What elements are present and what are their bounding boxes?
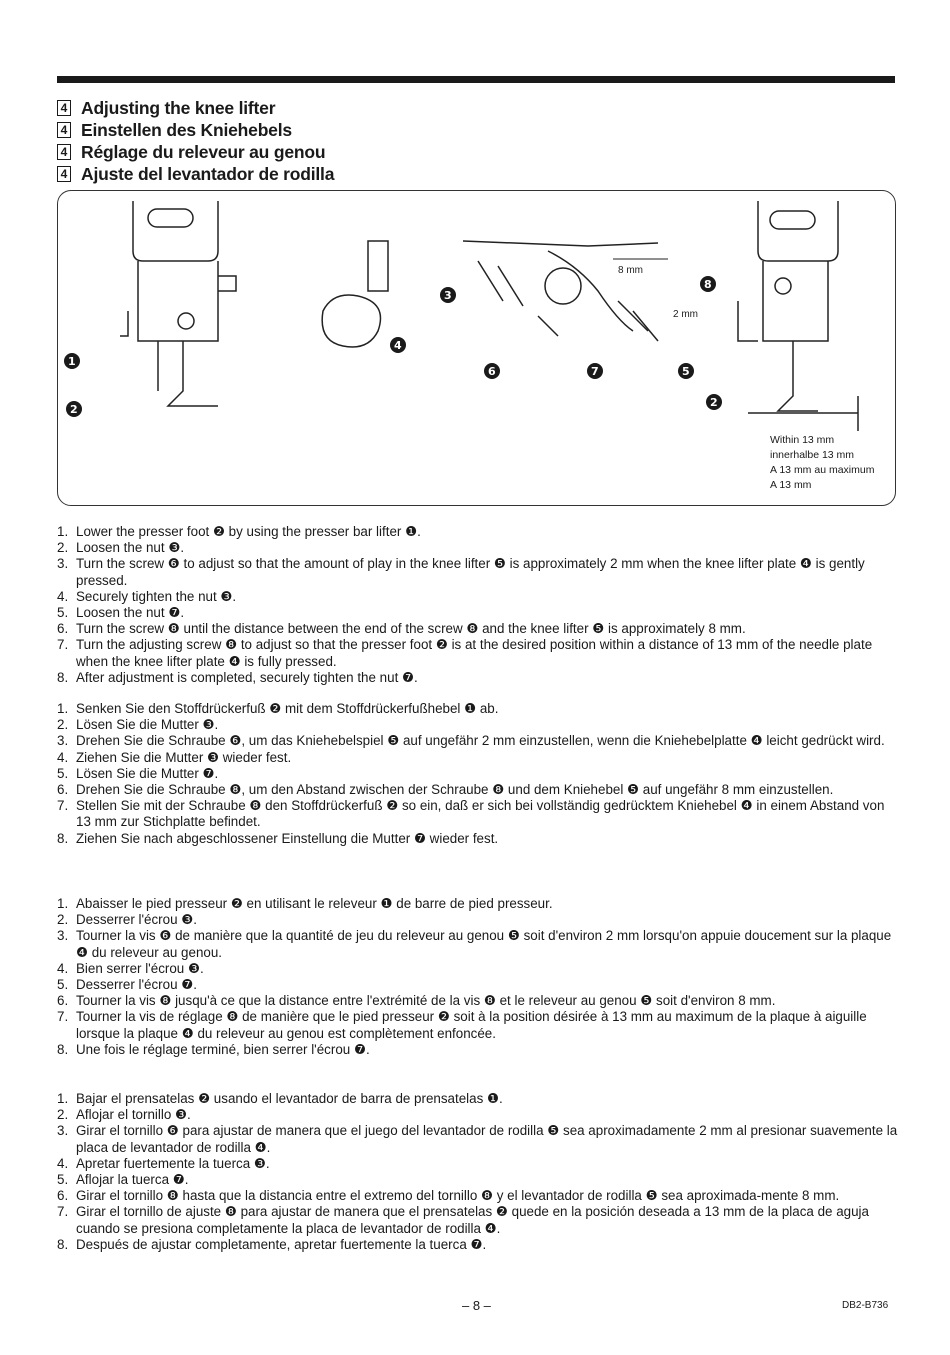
section-number-box: 4 <box>57 100 71 116</box>
list-item: 2. Loosen the nut ❸. <box>57 540 185 556</box>
list-item: 5. Aflojar la tuerca ❼. <box>57 1172 189 1188</box>
top-rule <box>57 76 895 83</box>
callout-6 <box>484 363 500 379</box>
list-item: 5. Lösen Sie die Mutter ❼. <box>57 765 219 781</box>
knee-lifter-mechanism <box>322 241 658 347</box>
list-item: 6. Drehen Sie die Schraube ❽, um den Abstand zwischen der Schraube ❽ und dem Kniehebel ❺ auf ungefähr 8 mm einzustellen. <box>57 782 834 798</box>
svg-text:3: 3 <box>444 289 452 302</box>
knee-lifter-illustration <box>57 190 896 506</box>
distance-note-de: innerhalbe 13 mm <box>770 449 855 461</box>
callout-3 <box>440 287 456 303</box>
callout-5 <box>678 363 694 379</box>
list-item: 8. Une fois le réglage terminé, bien serrer l'écrou ❼. <box>57 1041 370 1057</box>
section-number-box: 4 <box>57 166 71 182</box>
list-item: 4. Securely tighten the nut ❸. <box>57 588 237 604</box>
svg-text:4: 4 <box>394 339 402 352</box>
list-item: 7. Girar el tornillo de ajuste ❽ para ajustar de manera que el prensatelas ❷ quede en la posición deseada a 13 mm de la placa de aguja cuando se presiona completamente la placa de levantador de rodilla ❹. <box>57 1204 869 1236</box>
instructions-spanish <box>57 1091 902 1253</box>
label-8mm: 8 mm <box>618 265 643 276</box>
heading-text: Ajuste del levantador de rodilla <box>81 163 335 184</box>
list-item: 7. Turn the adjusting screw ❽ to adjust so that the presser foot ❷ is at the desired position within a distance of 13 mm of the needle plate when the knee lifter plate ❹ is fully pressed. <box>57 637 873 669</box>
heading-text: Einstellen des Kniehebels <box>81 119 292 140</box>
list-item: 6. Girar el tornillo ❽ hasta que la distancia entre el extremo del tornillo ❽ y el levantador de rodilla ❺ sea aproximada-mente 8 mm. <box>57 1188 840 1204</box>
instructions-german <box>57 701 902 847</box>
list-item: 3. Drehen Sie die Schraube ❻, um das Kniehebelspiel ❺ auf ungefähr 2 mm einzustellen, wenn die Kniehebelplatte ❹ leicht gedrückt wird. <box>57 733 885 749</box>
instructions-english <box>57 524 902 686</box>
list-item: 7. Tourner la vis de réglage ❽ de manière que le pied presseur ❷ soit à la position désirée à 13 mm au maximum de la plaque à aiguille lorsque la plaque ❹ du releveur au genou est complètement enfoncée. <box>57 1009 867 1041</box>
list-item: 7. Stellen Sie mit der Schraube ❽ den Stoffdrückerfuß ❷ so ein, daß er sich bei vollständig gedrücktem Kniehebel ❹ in einem Abstand von 13 mm zur Stichplatte befindet. <box>57 798 885 830</box>
heading-text: Réglage du releveur au genou <box>81 141 326 162</box>
list-item: 8. Ziehen Sie nach abgeschlossener Einstellung die Mutter ❼ wieder fest. <box>57 830 499 846</box>
document-code: DB2-B736 <box>842 1300 889 1311</box>
list-item: 2. Lösen Sie die Mutter ❸. <box>57 717 219 733</box>
svg-text:7: 7 <box>591 365 599 378</box>
svg-text:8: 8 <box>704 278 712 291</box>
distance-note-fr: A 13 mm au maximum <box>770 464 875 476</box>
list-item: 1. Bajar el prensatelas ❷ usando el levantador de barra de prensatelas ❶. <box>57 1091 503 1106</box>
list-item: 1. Senken Sie den Stoffdrückerfuß ❷ mit dem Stoffdrückerfußhebel ❶ ab. <box>57 701 499 716</box>
list-item: 1. Lower the presser foot ❷ by using the presser bar lifter ❶. <box>57 524 421 539</box>
heading-fr <box>57 141 334 163</box>
svg-text:2: 2 <box>70 403 78 416</box>
svg-text:6: 6 <box>488 365 496 378</box>
label-2mm: 2 mm <box>673 309 698 320</box>
list-item: 3. Turn the screw ❻ to adjust so that the amount of play in the knee lifter ❺ is approximately 2 mm when the knee lifter plate ❹ is gently pressed. <box>57 556 865 588</box>
list-item: 3. Tourner la vis ❻ de manière que la quantité de jeu du releveur au genou ❺ soit d'environ 2 mm lorsqu'on appuie doucement sur la plaque ❹ du releveur au genou. <box>57 928 892 960</box>
list-item: 4. Apretar fuertemente la tuerca ❸. <box>57 1155 270 1171</box>
section-number-box: 4 <box>57 122 71 138</box>
list-item: 4. Bien serrer l'écrou ❸. <box>57 960 204 976</box>
section-headings <box>57 97 334 185</box>
list-item: 1. Abaisser le pied presseur ❷ en utilisant le releveur ❶ de barre de pied presseur. <box>57 896 553 911</box>
callout-2-right <box>706 394 722 410</box>
list-item: 5. Loosen the nut ❼. <box>57 605 185 621</box>
list-item: 6. Tourner la vis ❽ jusqu'à ce que la distance entre l'extrémité de la vis ❽ et le releveur au genou ❺ soit d'environ 8 mm. <box>57 993 776 1009</box>
list-item: 3. Girar el tornillo ❻ para ajustar de manera que el juego del levantador de rodilla ❺ sea aproximadamente 2 mm al presionar suavemente la placa de levantador de rodilla ❹. <box>57 1123 898 1155</box>
page-number: – 8 – <box>462 1298 491 1313</box>
callout-8 <box>700 276 716 292</box>
machine-head-right <box>738 201 858 431</box>
list-item: 5. Desserrer l'écrou ❼. <box>57 977 197 993</box>
list-item: 2. Desserrer l'écrou ❸. <box>57 912 197 928</box>
machine-head-left <box>120 201 236 406</box>
distance-note-en: Within 13 mm <box>770 434 835 446</box>
callout-2 <box>66 401 82 417</box>
list-item: 8. Después de ajustar completamente, apretar fuertemente la tuerca ❼. <box>57 1236 487 1252</box>
callout-4 <box>390 337 406 353</box>
callout-7 <box>587 363 603 379</box>
list-item: 8. After adjustment is completed, securely tighten the nut ❼. <box>57 669 418 685</box>
instructions-french <box>57 896 902 1058</box>
svg-text:5: 5 <box>682 365 690 378</box>
heading-es <box>57 163 334 185</box>
callout-1 <box>64 353 80 369</box>
list-item: 2. Aflojar el tornillo ❸. <box>57 1107 191 1123</box>
svg-text:2: 2 <box>710 396 718 409</box>
section-number-box: 4 <box>57 144 71 160</box>
svg-text:1: 1 <box>68 355 76 368</box>
distance-note-es: A 13 mm <box>770 479 812 491</box>
list-item: 6. Turn the screw ❽ until the distance between the end of the screw ❽ and the knee lifter ❺ is approximately 8 mm. <box>57 621 746 637</box>
distance-note <box>770 433 874 493</box>
list-item: 4. Ziehen Sie die Mutter ❸ wieder fest. <box>57 749 292 765</box>
heading-en <box>57 97 334 119</box>
heading-text: Adjusting the knee lifter <box>81 97 276 118</box>
heading-de <box>57 119 334 141</box>
